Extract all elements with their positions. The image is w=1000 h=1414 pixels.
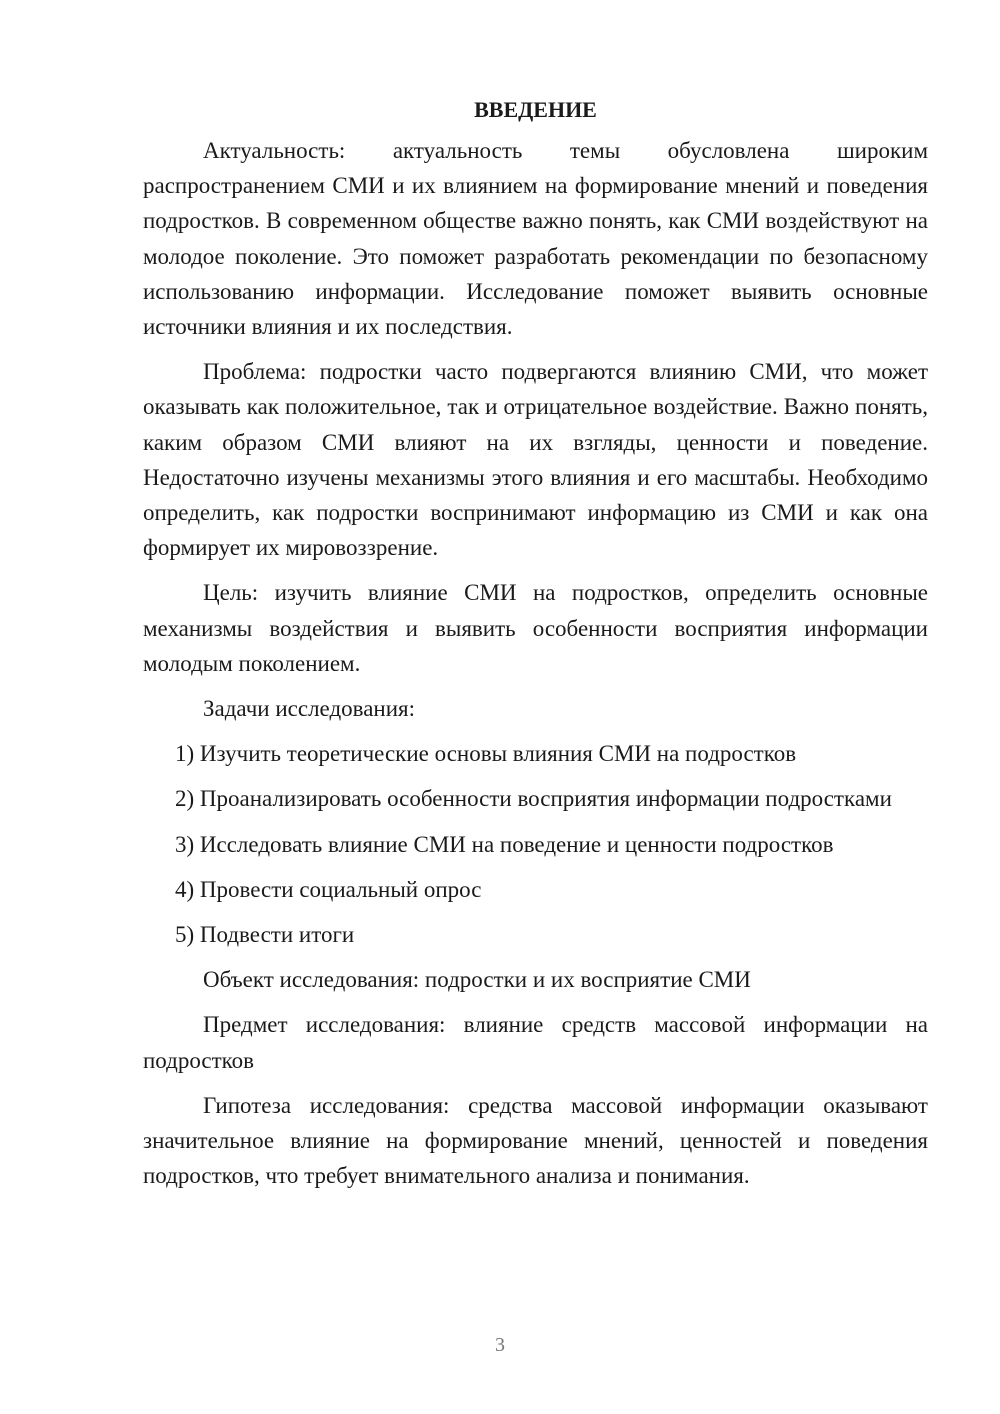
task-item-4: 4) Провести социальный опрос xyxy=(175,876,482,902)
paragraph-subject: Предмет исследования: влияние средств массовой информации на подростков xyxy=(143,1012,928,1073)
section-title: ВВЕДЕНИЕ xyxy=(474,97,597,122)
task-item-2: 2) Проанализировать особенности восприятия информации подростками xyxy=(175,786,892,812)
page-number: 3 xyxy=(495,1334,505,1356)
task-item-3: 3) Исследовать влияние СМИ на поведение и ценности подростков xyxy=(175,831,834,857)
task-item-5: 5) Подвести итоги xyxy=(175,922,355,948)
document-page xyxy=(143,95,928,1203)
paragraph-object: Объект исследования: подростки и их восприятие СМИ xyxy=(203,967,751,993)
paragraph-relevance: Актуальность: актуальность темы обусловлена широким распространением СМИ и их влиянием на формирование мнений и поведения подростков. В современном обществе важно понять, как СМИ воздействуют на молодое поколение. Это поможет разработать рекомендации по безопасному использованию информации. Исследование поможет выявить основные источники влияния и их последствия. xyxy=(143,138,928,340)
paragraph-hypothesis: Гипотеза исследования: средства массовой информации оказывают значительное влияние на формирование мнений, ценностей и поведения подростков, что требует внимательного анализа и понимания. xyxy=(143,1092,928,1189)
task-item-1: 1) Изучить теоретические основы влияния СМИ на подростков xyxy=(175,741,797,767)
paragraph-problem: Проблема: подростки часто подвергаются влиянию СМИ, что может оказывать как положительное, так и отрицательное воздействие. Важно понять, каким образом СМИ влияют на их взгляды, ценности и поведение. Недостаточно изучены механизмы этого влияния и его масштабы. Необходимо определить, как подростки воспринимают информацию из СМИ и как она формирует их мировоззрение. xyxy=(143,359,928,561)
tasks-heading: Задачи исследования: xyxy=(203,696,416,722)
paragraph-goal: Цель: изучить влияние СМИ на подростков, определить основные механизмы воздействия и выявить особенности восприятия информации молодым поколением. xyxy=(143,580,928,676)
